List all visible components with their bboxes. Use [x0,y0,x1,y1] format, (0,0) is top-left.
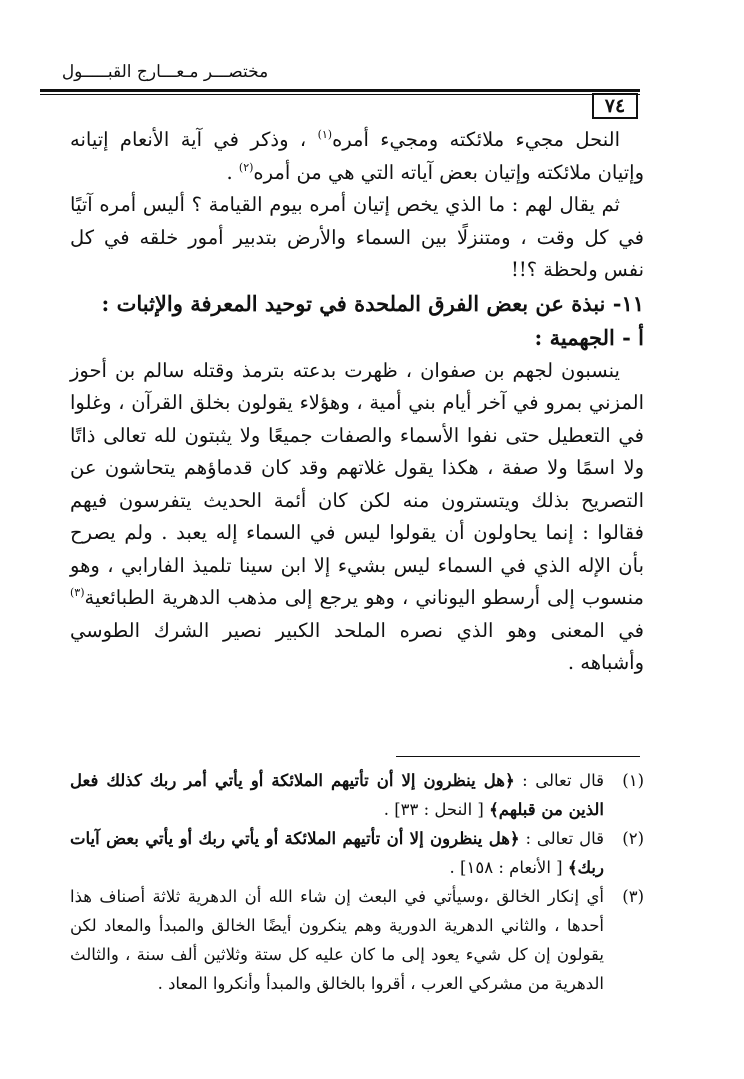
footnotes [70,766,644,998]
footnote-number: (٢) [622,829,644,848]
footnote-number: (٣) [622,887,644,906]
paragraph-1-text-b: ، وذكر في آية الأنعام إتيانه وإتيان ملائكته وإتيان بعض آياته التي هي من أمره [70,128,644,184]
footnote-2 [70,824,644,882]
footnote-intro: قال تعالى : [522,771,605,790]
footnote-text [70,766,604,824]
footnote-citation: [ الأنعام : ١٥٨] . [449,858,563,877]
footnote-ref-2: (٢) [238,160,254,174]
footnote-text [70,824,604,882]
footnote-3 [70,882,644,998]
page-number: ٧٤ [592,93,638,119]
footnote-ref-1: (١) [317,128,333,141]
header-rule [40,89,640,95]
section-heading: ١١- نبذة عن بعض الفرق الملحدة في توحيد المعرفة والإثبات : [101,290,644,316]
paragraph-1-text-a: النحل مجيء ملائكته ومجيء أمره [332,128,620,151]
paragraph-3-text-b: في المعنى وهو الذي نصره الملحد الكبير نصير الشرك الطوسي وأشباهه . [70,618,644,674]
footnote-ref-3: (٣) [70,586,85,599]
paragraph-3 [70,355,644,680]
main-text [70,124,644,680]
footnote-intro: قال تعالى : [525,829,605,848]
footnote-separator [396,756,640,757]
paragraph-1-text-c: . [226,160,233,184]
footnote-1 [70,766,644,824]
footnote-verse: ﴿هل ينظرون إلا أن تأتيهم الملائكة أو يأتي ربك أو يأتي بعض آيات ربك﴾ [70,829,604,877]
footnote-number: (١) [622,771,644,790]
running-title: مختصـــر مـعـــارج القبـــــول [61,62,269,82]
paragraph-1 [70,124,644,189]
paragraph-2: ثم يقال لهم : ما الذي يخص إتيان أمره بيوم القيامة ؟ أليس أمره آتيًا في كل وقت ، ومتنزلًا بين السماء والأرض بتدبير أمور خلقه في كل نفس ولحظة ؟!! [70,193,644,281]
footnote-verse: ﴿هل ينظرون إلا أن تأتيهم الملائكة أو يأتي أمر ربك كذلك فعل الذين من قبلهم﴾ [70,771,604,819]
footnote-text: أي إنكار الخالق ،وسيأتي في البعث إن شاء الله أن الدهرية ثلاثة أصناف هذا أحدها ، والثاني الدهرية الدورية وهم ينكرون أيضًا الخالق والمبدأ والمعاد لكن يقولون إن كل شيء يعود إلى ما كان عليه كل ستة وثلاثين ألف سنة ، والثالث الدهرية من مشركي العرب ، أقروا بالخالق والمبدأ وأنكروا المعاد . [70,887,604,993]
paragraph-3-text-a: ينسبون لجهم بن صفوان ، ظهرت بدعته بترمذ وقتله سالم بن أحوز المزني بمرو في آخر أيام بني أمية ، وهؤلاء يقولون بخلق القرآن ، وغلوا في التعطيل حتى نفوا الأسماء والصفات جميعًا ولا يثبتون لله تعالى ذاتًا ولا اسمًا ولا صفة ، هكذا يقول غلاتهم وقد كان قدماؤهم يتحاشون عن التصريح بذلك ويتسترون منه لكن كان أئمة الحديث يتفرسون فيهم فقالوا : إنما يحاولون أن يقولوا ليس في السماء إله يعبد . ولم يصرح بأن الإله الذي في السماء ليس بشيء إلا ابن سينا تلميذ الفارابي ، وهو منسوب إلى أرسطو اليوناني ، وهو يرجع إلى مذهب الدهرية الطبائعية [70,358,644,609]
subsection-heading: أ - الجهمية : [534,324,644,350]
footnote-citation: [ النحل : ٣٣] . [383,800,484,819]
